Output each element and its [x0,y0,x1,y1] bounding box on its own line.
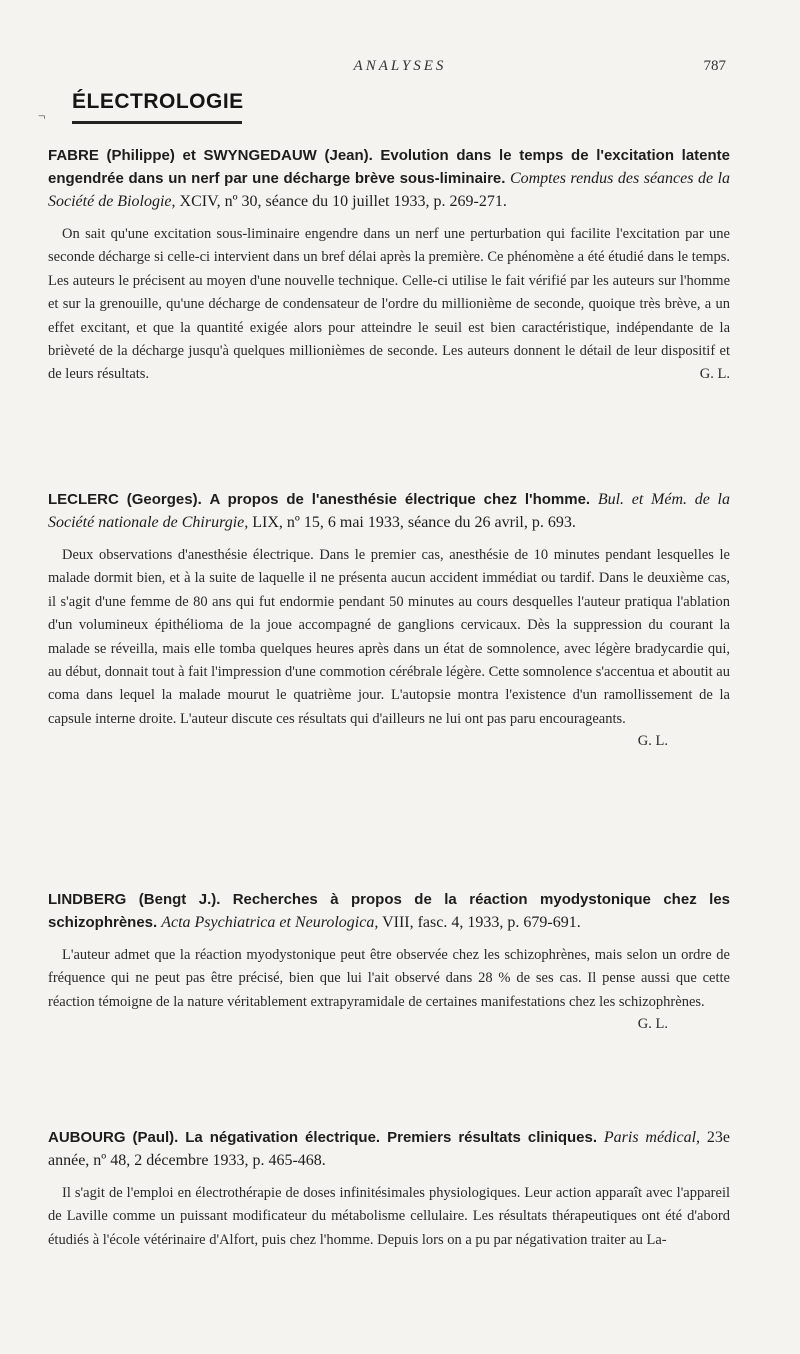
citation-details: VIII, fasc. 4, 1933, p. 679-691. [382,914,581,931]
journal-name: Acta Psychiatrica et Neurologica, [161,914,379,931]
section-underline [72,121,242,124]
abstract-text [48,223,730,387]
article-title: A propos de l'anesthésie électrique chez l'homme. [209,491,591,508]
signature: G. L. [637,1016,668,1033]
author: LINDBERG (Bengt J.). [48,891,221,908]
article-title: La négativation électrique. Premiers résultats cliniques. [185,1129,598,1146]
journal-name: Paris médical, [603,1129,701,1146]
abstract-body: L'auteur admet que la réaction myodystonique peut être observée chez les schizophrènes, mais selon un ordre de fréquence qui ne peut pas être précisé, bien que lui l'ait observé dans 28 % de ses cas. Il pense aussi que cette réaction témoigne de la nature véritablement extrapyramidale de certaines manifestations chez les schizophrènes. [48,947,730,1010]
abstract-fabre [48,144,730,387]
reference [48,488,730,534]
citation-details: LIX, nº 15, 6 mai 1933, séance du 26 avril, p. 693. [252,514,576,531]
article-title: Recherches à propos de la réaction myodystonique chez les schizophrènes. [48,891,730,931]
running-title: ANALYSES [353,58,447,74]
reference [48,144,730,213]
journal-name: Comptes rendus des séances de la Société de Biologie, [48,170,731,210]
journal-name: Bul. et Mém. de la Société nationale de Chirurgie, [48,491,730,531]
abstract-aubourg [48,1126,730,1252]
page-number: 787 [703,58,726,74]
abstract-body: Deux observations d'anesthésie électrique. Dans le premier cas, anesthésie de 10 minutes pendant lesquelles le malade dormit bien, et à la suite de laquelle il ne présenta aucun accident immédiat ou tardif. Dans le deuxième cas, il s'agit d'une femme de 80 ans qui fut endormie pendant 50 minutes au cours desquelles l'auteur pratiqua l'ablation d'un volumineux épithélioma de la joue accompagné de ganglions cervicaux. Dès la suppression du courant la malade se réveilla, mais elle tomba quelques heures après dans un état de somnolence, avec légère bradycardie qui, au début, donnait tout à fait l'impression d'une commotion cérébrale légère. Cette somnolence s'accentua et aboutit au coma dans lequel la malade mourut le quatrième jour. L'autopsie montra l'existence d'un ramollissement de la capsule interne droite. L'auteur discute ces résultats qui d'ailleurs ne lui ont pas paru encourageants. [48,547,730,727]
article-title: Evolution dans le temps de l'excitation latente engendrée dans un nerf par une décharge brève sous-liminaire. [48,147,730,187]
margin-mark: ¬ [38,108,46,123]
author: FABRE (Philippe) et SWYNGEDAUW (Jean). [48,147,373,164]
abstract-leclerc [48,488,730,750]
citation-details: XCIV, nº 30, séance du 10 juillet 1933, p. 269-271. [179,193,507,210]
author: AUBOURG (Paul). [48,1129,179,1146]
abstract-body: Il s'agit de l'emploi en électrothérapie de doses infinitésimales physiologiques. Leur action apparaît avec l'appareil de Laville comme un puissant modificateur du métabolisme cellulaire. Les résultats thérapeutiques ont été d'abord étudiés à l'école vétérinaire d'Alfort, puis chez l'homme. Depuis lors on a pu par négativation traiter au La- [48,1185,730,1248]
running-head [0,58,800,78]
abstract-body: On sait qu'une excitation sous-liminaire engendre dans un nerf une perturbation qui facilite l'excitation par une seconde décharge si celle-ci intervient dans un bref délai après la première. Ce phénomène a été étudié dans le temps. Les auteurs le précisent au moyen d'une nouvelle technique. Celle-ci utilise le fait vérifié par les auteurs sur l'homme et sur la grenouille, qu'une décharge de condensateur de l'ordre du millionième de seconde, quoique très brève, a un effet excitant, et que la quantité exigée alors pour atteindre le seuil est bien caractéristique, indépendante de la brièveté de la décharge jusqu'à quelques millionièmes de seconde. Les auteurs donnent le détail de leur dispositif et de leurs résultats. [48,226,730,383]
signature: G. L. [699,366,730,383]
signature: G. L. [637,733,668,750]
reference [48,888,730,934]
citation-details: 23e année, nº 48, 2 décembre 1933, p. 465-468. [48,1129,731,1169]
abstract-lindberg [48,888,730,1033]
reference [48,1126,730,1172]
author: LECLERC (Georges). [48,491,202,508]
section-title: ÉLECTROLOGIE [72,90,244,113]
